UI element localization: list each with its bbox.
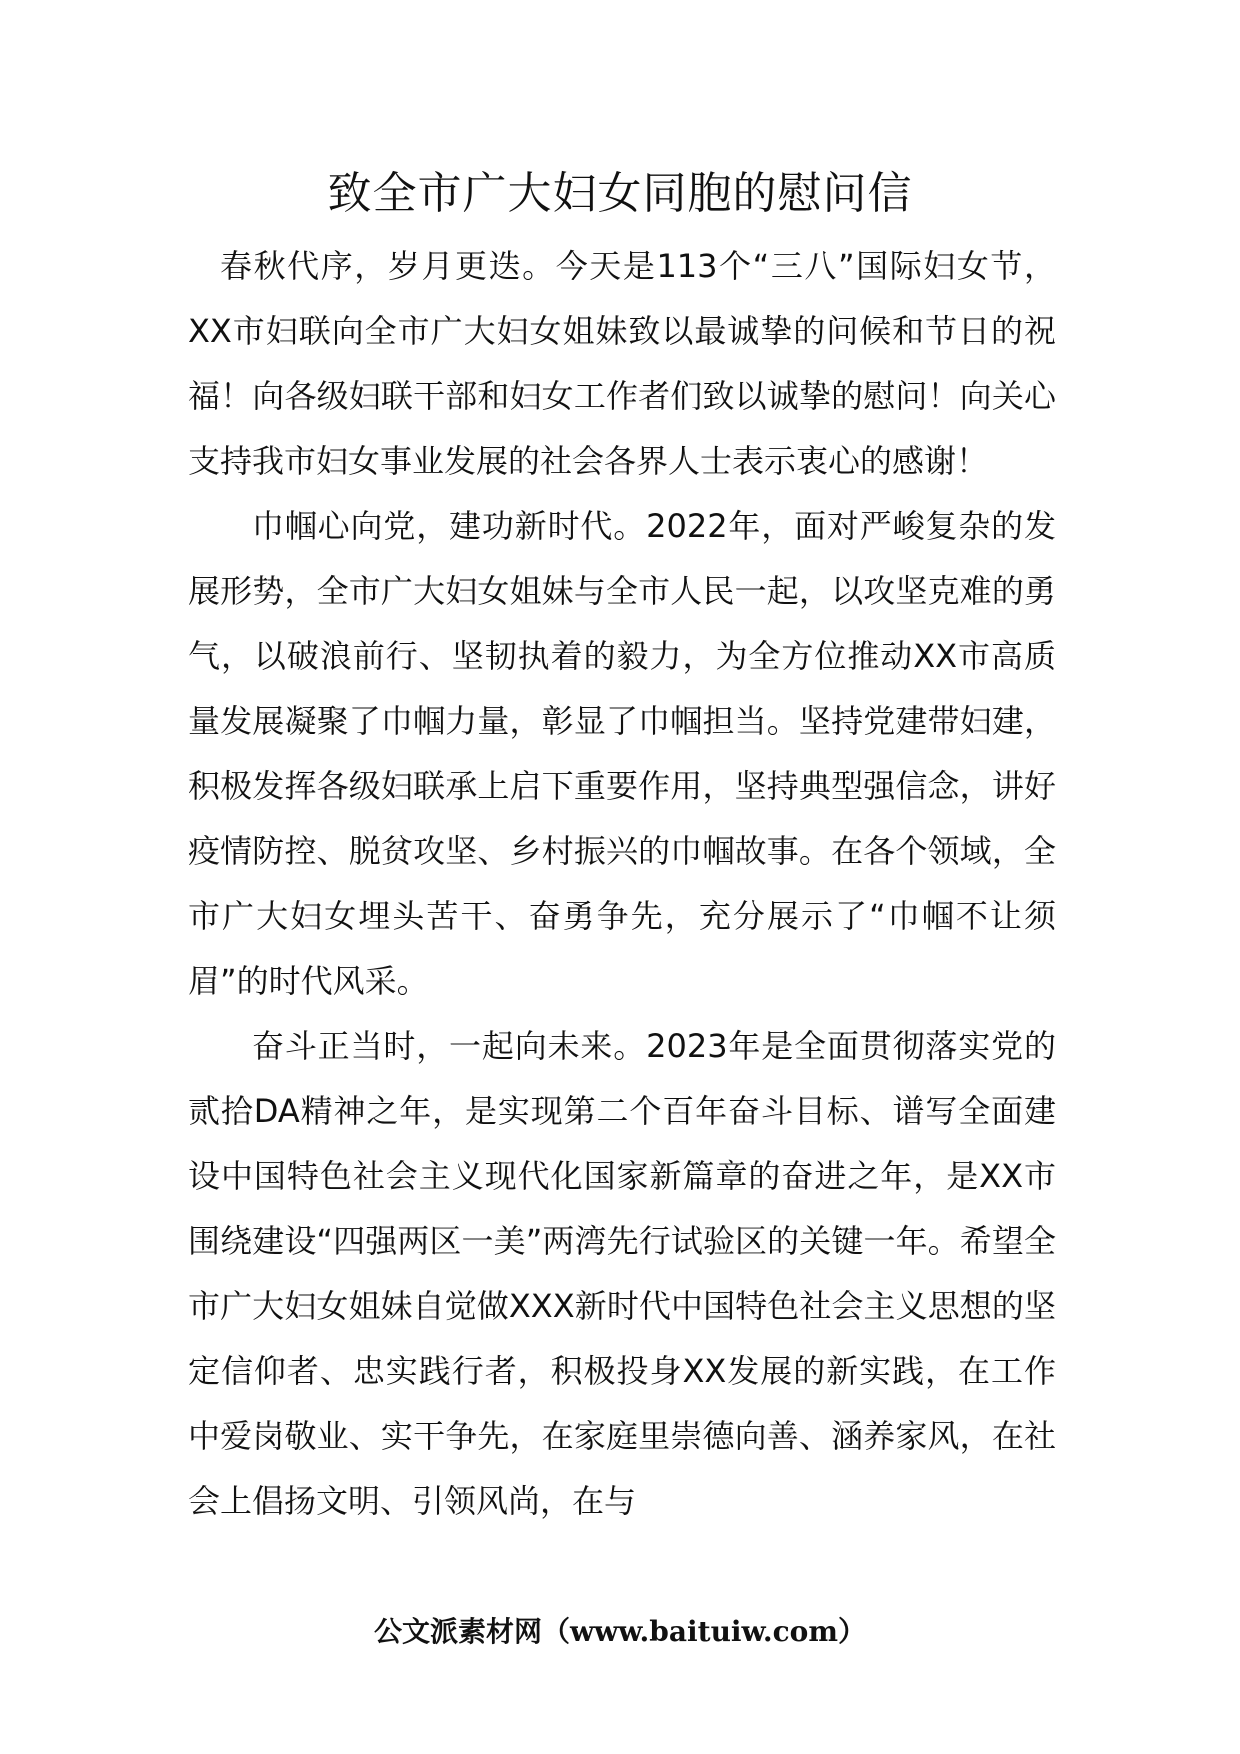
- document-title: 致全市广大妇女同胞的慰问信: [327, 168, 913, 219]
- paragraph-greeting: 春秋代序，岁月更迭。今天是113个“三八”国际妇女节，XX市妇联向全市广大妇女姐妹致以最诚挚的问候和节日的祝福！向各级妇联干部和妇女工作者们致以诚挚的慰问！向关心支持我市妇女事业发展的社会各界人士表示衷心的感谢！: [188, 247, 1056, 480]
- paragraph-future: 奋斗正当时，一起向未来。2023年是全面贯彻落实党的贰拾DA精神之年，是实现第二个百年奋斗目标、谱写全面建设中国特色社会主义现代化国家新篇章的奋进之年，是XX市围绕建设“四强两区一美”两湾先行试验区的关键一年。希望全市广大妇女姐妹自觉做XXX新时代中国特色社会主义思想的坚定信仰者、忠实践行者，积极投身XX发展的新实践，在工作中爱岗敬业、实干争先，在家庭里崇德向善、涵养家风，在社会上倡扬文明、引领风尚，在与: [188, 1027, 1056, 1520]
- document-body: [188, 234, 1056, 1534]
- footer-watermark: 公文派素材网（www.baituiw.com）: [374, 1615, 866, 1648]
- paragraph-achievements: 巾帼心向党，建功新时代。2022年，面对严峻复杂的发展形势，全市广大妇女姐妹与全市人民一起，以攻坚克难的勇气，以破浪前行、坚韧执着的毅力，为全方位推动XX市高质量发展凝聚了巾帼力量，彰显了巾帼担当。坚持党建带妇建，积极发挥各级妇联承上启下重要作用，坚持典型强信念，讲好疫情防控、脱贫攻坚、乡村振兴的巾帼故事。在各个领域，全市广大妇女埋头苦干、奋勇争先，充分展示了“巾帼不让须眉”的时代风采。: [188, 507, 1056, 1000]
